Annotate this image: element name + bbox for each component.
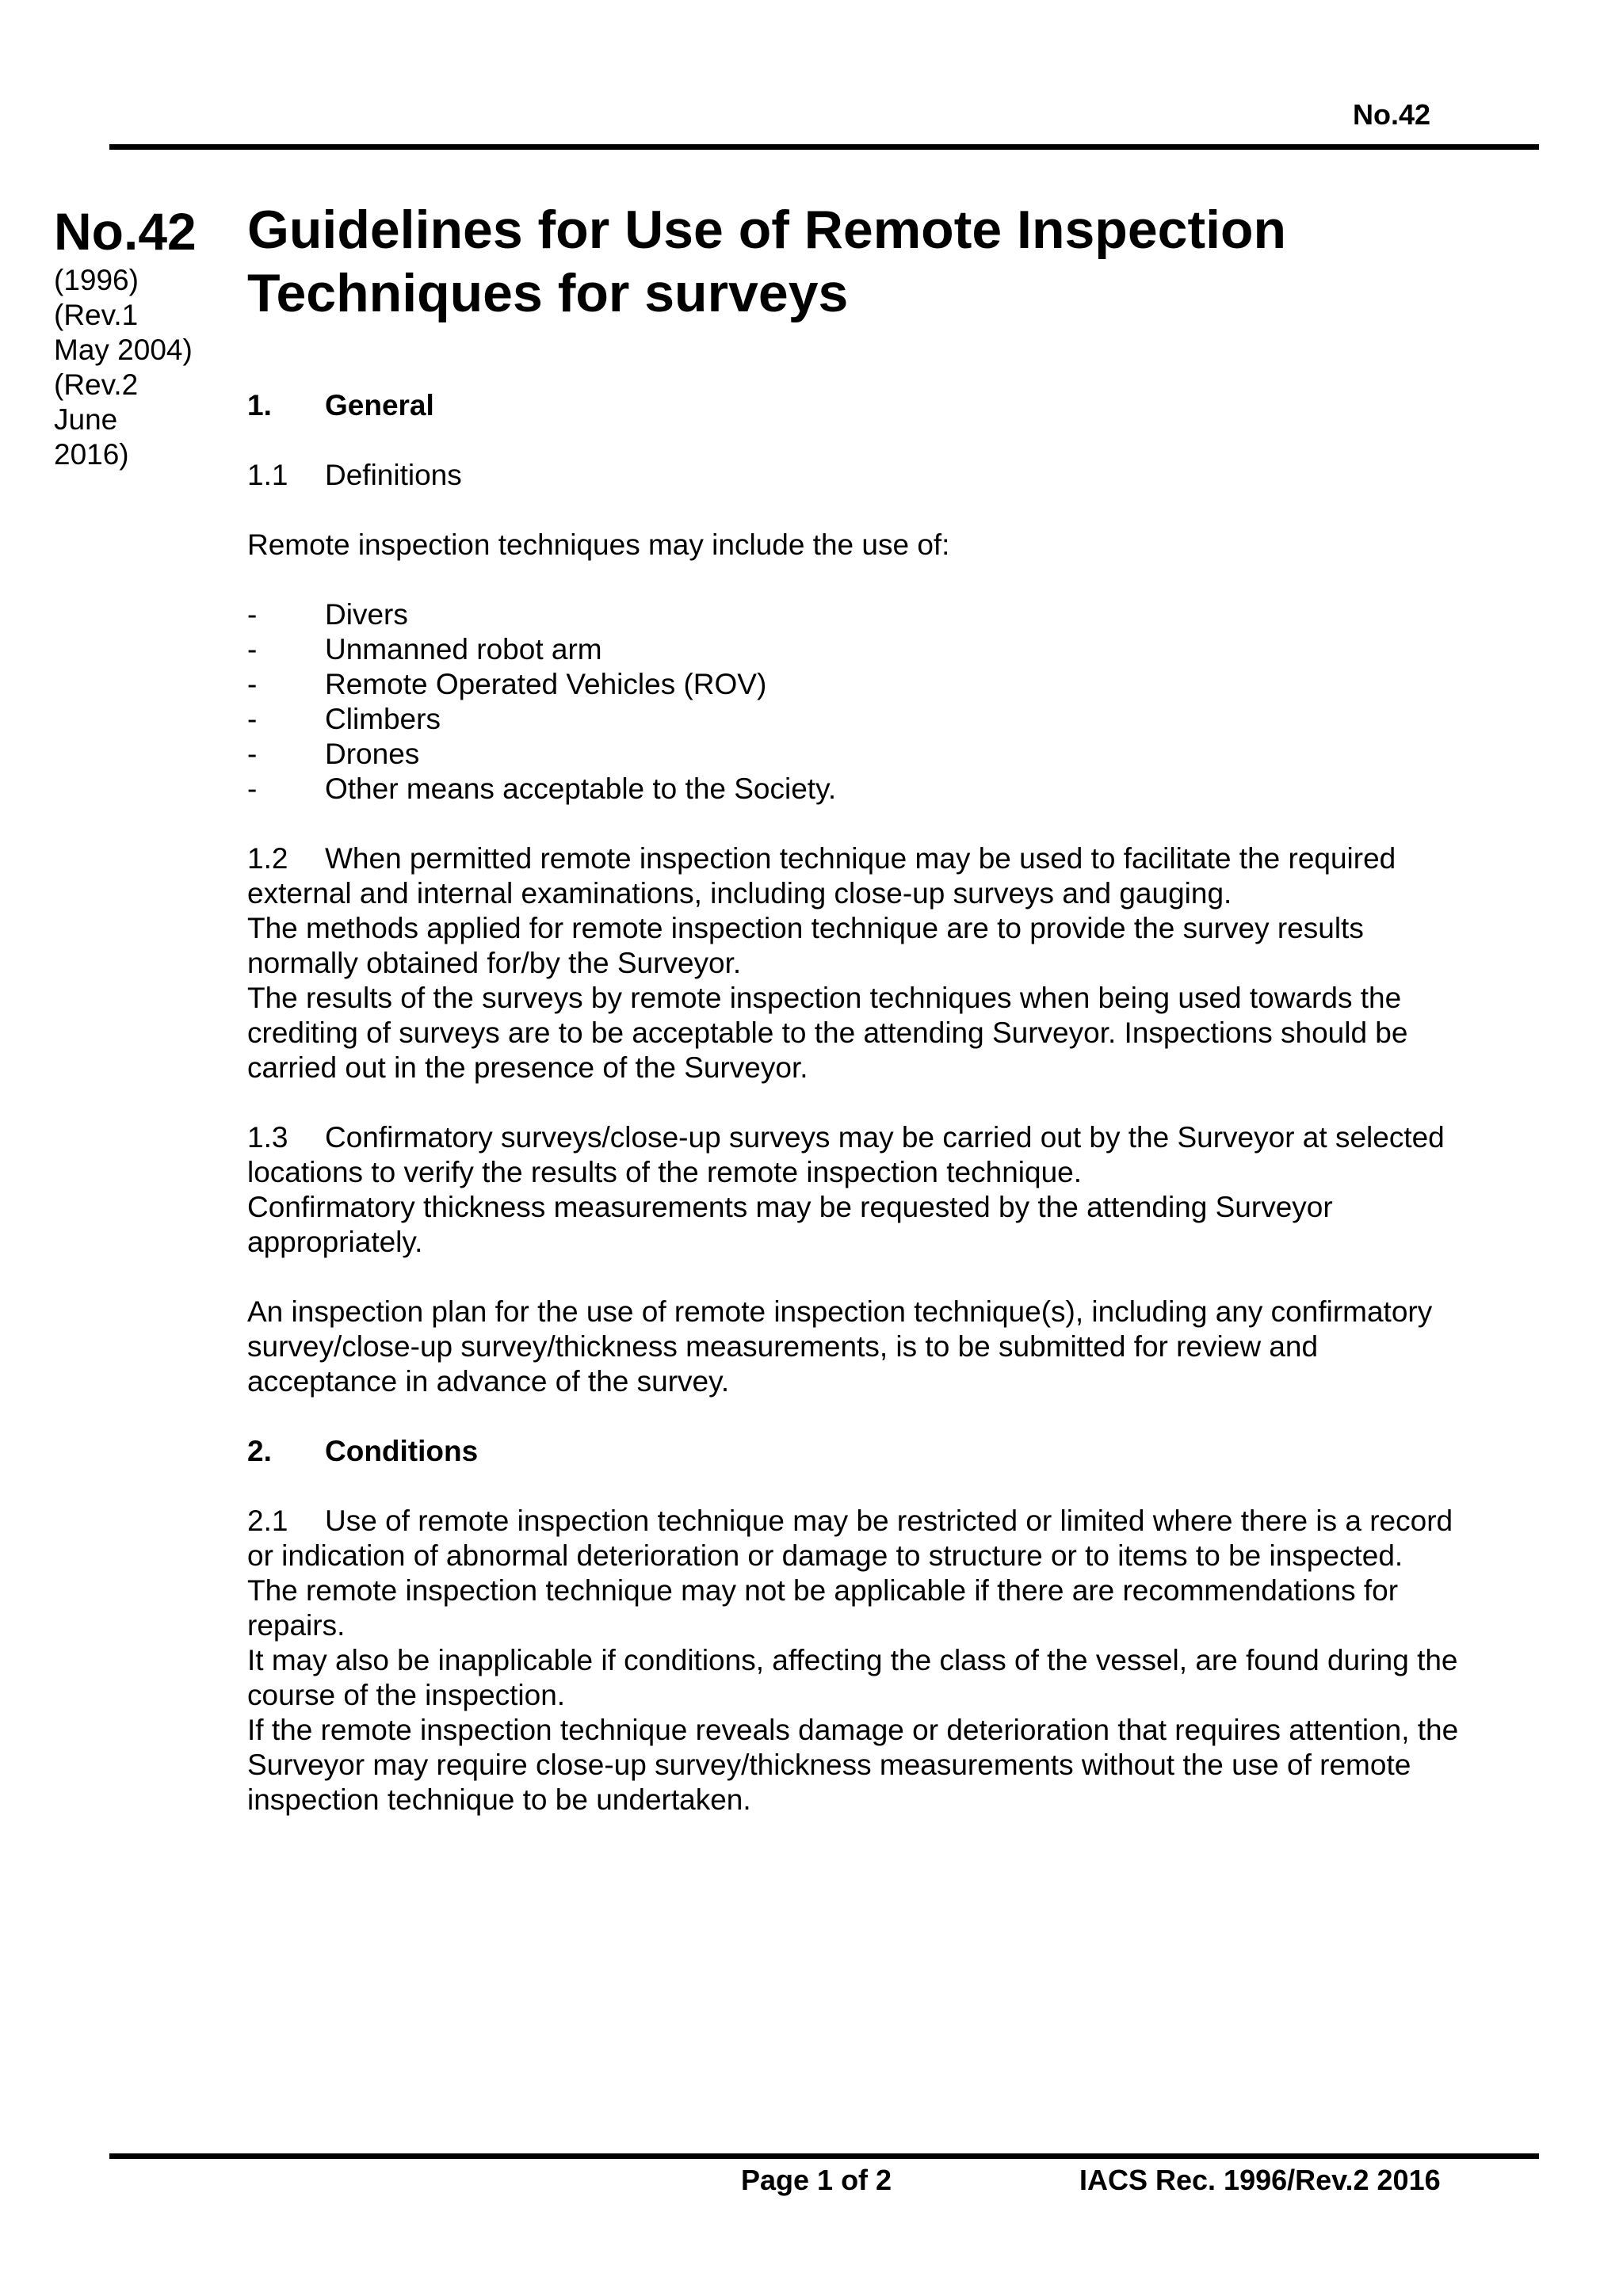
section-title: General <box>325 389 434 421</box>
title-line: Guidelines for Use of Remote Inspection <box>247 200 1287 260</box>
document-title <box>247 198 1547 325</box>
paragraph-line: Surveyor may require close-up survey/thickness measurements without the use of remote <box>247 1749 1411 1781</box>
sidebar <box>54 200 212 472</box>
subsection-number: 1.1 <box>247 459 288 491</box>
technique-list <box>247 597 1547 807</box>
paragraph-2-1 <box>247 1504 1547 1817</box>
list-item <box>247 597 1547 632</box>
paragraph-line: or indication of abnormal deterioration or damage to structure or to items to be inspected. <box>247 1539 1403 1572</box>
paragraph-line: The methods applied for remote inspection technique are to provide the survey results <box>247 912 1364 944</box>
section-number: 1. <box>247 389 272 421</box>
paragraph-line <box>247 1120 1547 1155</box>
list-dash: - <box>247 633 258 666</box>
paragraph-text: Confirmatory surveys/close-up surveys may be carried out by the Surveyor at selected <box>325 1121 1445 1154</box>
subsection-1-1-heading <box>247 458 1547 493</box>
section-number: 2. <box>247 1435 272 1467</box>
list-item-text: Divers <box>325 598 408 631</box>
section-2-heading <box>247 1434 1547 1469</box>
section-title: Conditions <box>325 1435 479 1467</box>
sidebar-number: No.42 <box>54 202 197 261</box>
list-dash: - <box>247 703 258 735</box>
list-item-text: Unmanned robot arm <box>325 633 602 666</box>
document-body <box>247 198 1547 1852</box>
paragraph-number: 1.3 <box>247 1121 288 1154</box>
paragraph-number: 2.1 <box>247 1505 288 1537</box>
revision-line: (1996) <box>54 264 139 296</box>
list-item-text: Drones <box>325 738 420 770</box>
paragraph-line <box>247 1504 1547 1539</box>
revision-line: (Rev.1 <box>54 299 139 331</box>
revision-line: 2016) <box>54 438 129 471</box>
paragraph-line: survey/close-up survey/thickness measurements, is to be submitted for review and <box>247 1330 1319 1363</box>
paragraph-line: course of the inspection. <box>247 1679 566 1711</box>
intro-paragraph: Remote inspection techniques may include the use of: <box>247 528 950 561</box>
paragraph-line: inspection technique to be undertaken. <box>247 1783 751 1816</box>
list-item <box>247 737 1547 772</box>
inspection-plan-paragraph <box>247 1295 1547 1399</box>
paragraph-line: If the remote inspection technique reveals damage or deterioration that requires attention, the <box>247 1714 1459 1746</box>
footer-rule <box>109 2153 1539 2159</box>
revision-line: (Rev.2 <box>54 368 139 401</box>
paragraph-line: normally obtained for/by the Surveyor. <box>247 947 742 979</box>
revision-history <box>54 263 212 472</box>
header-rule <box>109 144 1539 150</box>
revision-line: May 2004) <box>54 334 193 366</box>
list-dash: - <box>247 772 258 805</box>
header-doc-number: No.42 <box>1352 98 1430 131</box>
paragraph-text: Use of remote inspection technique may be restricted or limited where there is a record <box>325 1505 1453 1537</box>
paragraph-line: appropriately. <box>247 1226 423 1258</box>
paragraph-line: locations to verify the results of the remote inspection technique. <box>247 1156 1083 1188</box>
paragraph-line: It may also be inapplicable if conditions, affecting the class of the vessel, are found during the <box>247 1644 1458 1676</box>
footer-page-number: Page 1 of 2 <box>741 2164 892 2196</box>
paragraph-line: acceptance in advance of the survey. <box>247 1365 730 1398</box>
paragraph-line: external and internal examinations, including close-up surveys and gauging. <box>247 877 1232 910</box>
paragraph-line: The remote inspection technique may not be applicable if there are recommendations for <box>247 1574 1399 1607</box>
section-1-heading <box>247 388 1547 423</box>
paragraph-line: carried out in the presence of the Surveyor. <box>247 1051 808 1084</box>
list-item-text: Remote Operated Vehicles (ROV) <box>325 668 767 700</box>
paragraph-1-2 <box>247 841 1547 1085</box>
list-dash: - <box>247 668 258 700</box>
list-item <box>247 702 1547 737</box>
paragraph-line: An inspection plan for the use of remote inspection technique(s), including any confirmatory <box>247 1295 1433 1328</box>
paragraph-text: When permitted remote inspection technique may be used to facilitate the required <box>325 842 1396 875</box>
list-dash: - <box>247 738 258 770</box>
list-item-text: Climbers <box>325 703 441 735</box>
subsection-title: Definitions <box>325 459 462 491</box>
paragraph-line: repairs. <box>247 1609 346 1642</box>
footer-reference: IACS Rec. 1996/Rev.2 2016 <box>1079 2164 1441 2196</box>
list-item <box>247 667 1547 702</box>
list-item <box>247 632 1547 667</box>
list-item <box>247 772 1547 807</box>
paragraph-number: 1.2 <box>247 842 288 875</box>
paragraph-line: Confirmatory thickness measurements may be requested by the attending Surveyor <box>247 1191 1333 1223</box>
paragraph-line: crediting of surveys are to be acceptable to the attending Surveyor. Inspections should be <box>247 1016 1408 1049</box>
title-line: Techniques for surveys <box>247 263 849 323</box>
paragraph-1-3 <box>247 1120 1547 1260</box>
paragraph-line <box>247 841 1547 876</box>
list-dash: - <box>247 598 258 631</box>
list-item-text: Other means acceptable to the Society. <box>325 772 837 805</box>
paragraph-line: The results of the surveys by remote inspection techniques when being used towards the <box>247 982 1402 1014</box>
revision-line: June <box>54 403 118 436</box>
